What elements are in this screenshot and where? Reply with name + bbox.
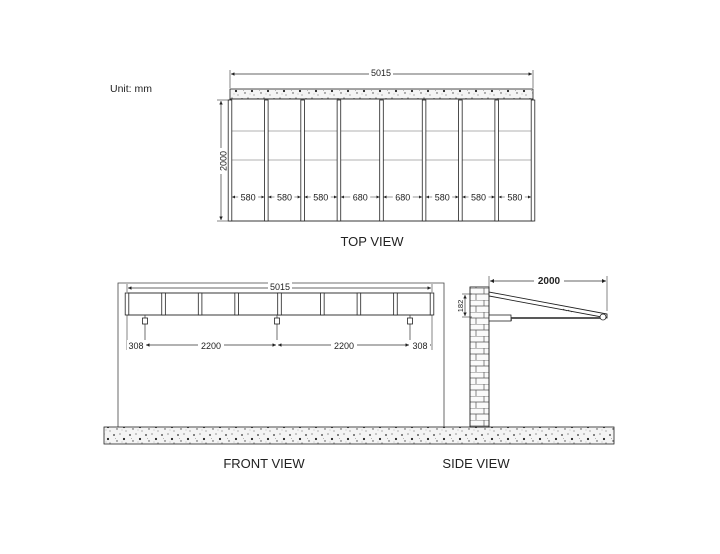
post-spacing-left: 308 — [128, 341, 144, 351]
top-depth-dimension: 2000 — [218, 150, 229, 172]
front-rafter — [198, 293, 202, 315]
top-rafter — [228, 100, 232, 221]
ground-slab — [104, 427, 614, 444]
front-rafter — [125, 293, 129, 315]
top-rafter — [459, 100, 463, 221]
post-spacing-mid-right: 2200 — [333, 341, 355, 351]
top-panel-width-label: 580 — [471, 192, 487, 203]
top-panel-width-label: 580 — [276, 192, 292, 203]
top-width-dimension: 5015 — [370, 68, 392, 78]
front-rafter — [321, 293, 325, 315]
side-height-dimension: 182 — [455, 299, 465, 313]
front-rafter — [357, 293, 361, 315]
front-rafter — [235, 293, 239, 315]
front-rafter — [162, 293, 166, 315]
front-view-title: FRONT VIEW — [223, 456, 305, 471]
top-view — [214, 67, 535, 249]
top-panel-width-label: 580 — [507, 192, 523, 203]
top-rafter — [422, 100, 426, 221]
front-rafter — [278, 293, 282, 315]
top-panel-width-label: 580 — [240, 192, 256, 203]
front-width-dimension: 5015 — [269, 282, 291, 292]
unit-label: Unit: mm — [110, 83, 152, 95]
top-rafter — [337, 100, 341, 221]
top-panel-width-label: 680 — [352, 192, 368, 203]
top-view-title: TOP VIEW — [340, 234, 404, 249]
top-rafter — [265, 100, 269, 221]
top-panel-width-label: 580 — [313, 192, 329, 203]
side-rafter — [489, 292, 607, 318]
side-depth-dimension: 2000 — [537, 276, 561, 287]
side-wall-bracket — [489, 315, 511, 321]
brick-wall — [470, 287, 489, 427]
top-rafter — [301, 100, 305, 221]
top-wall-plate — [230, 89, 533, 99]
post-spacing-mid-left: 2200 — [200, 341, 222, 351]
top-panel-width-label: 680 — [395, 192, 411, 203]
top-rafter — [380, 100, 384, 221]
side-view-title: SIDE VIEW — [442, 456, 510, 471]
post-spacing-right: 308 — [412, 341, 428, 351]
front-rafter — [430, 293, 434, 315]
top-panel-width-label: 580 — [434, 192, 450, 203]
front-rafter — [394, 293, 398, 315]
top-rafter — [495, 100, 499, 221]
top-rafter — [531, 100, 535, 221]
